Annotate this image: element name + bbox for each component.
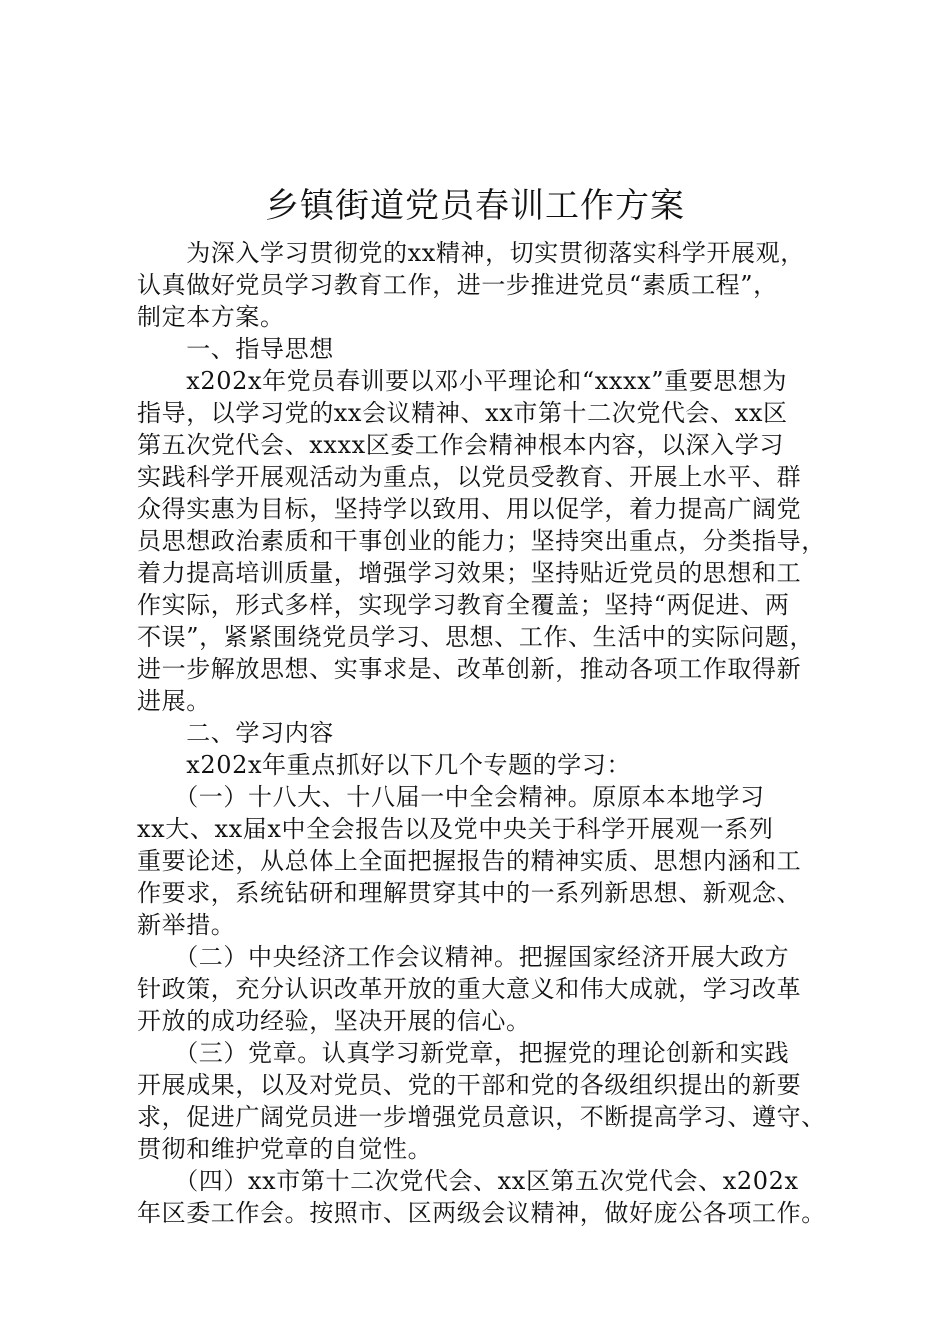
document-title: 乡镇街道党员春训工作方案 — [265, 186, 685, 226]
section-heading: 二、学习内容 — [137, 719, 334, 747]
body-line: 不误”，紧紧围绕党员学习、思想、工作、生活中的实际问题， — [137, 623, 815, 651]
body-line: 新举措。 — [137, 911, 236, 939]
body-line: 认真做好党员学习教育工作，进一步推进党员“素质工程”， — [137, 271, 778, 299]
body-line: （四）xx市第十二次党代会、xx区第五次党代会、x202x — [137, 1167, 799, 1195]
body-line: x202x年党员春训要以邓小平理论和“xxxx”重要思想为 — [137, 367, 788, 395]
body-line: 为深入学习贯彻党的xx精神，切实贯彻落实科学开展观， — [137, 239, 805, 267]
body-line: 实践科学开展观活动为重点，以党员受教育、开展上水平、群 — [137, 463, 802, 491]
body-line: 众得实惠为目标，坚持学以致用、用以促学，着力提高广阔党 — [137, 495, 802, 523]
body-line: 指导，以学习党的xx会议精神、xx市第十二次党代会、xx区 — [137, 399, 788, 427]
body-line: 制定本方案。 — [137, 303, 285, 331]
body-line: 作要求，系统钻研和理解贯穿其中的一系列新思想、新观念、 — [137, 879, 802, 907]
section-heading: 一、指导思想 — [137, 335, 334, 363]
body-line: （一）十八大、十八届一中全会精神。原原本本地学习 — [137, 783, 765, 811]
body-line: 贯彻和维护党章的自觉性。 — [137, 1135, 433, 1163]
body-line: xx大、xx届x中全会报告以及党中央关于科学开展观一系列 — [137, 815, 774, 843]
body-line: 针政策，充分认识改革开放的重大意义和伟大成就，学习改革 — [137, 975, 802, 1003]
body-line: 开放的成功经验，坚决开展的信心。 — [137, 1007, 531, 1035]
body-line: 着力提高培训质量，增强学习效果；坚持贴近党员的思想和工 — [137, 559, 802, 587]
body-line: x202x年重点抓好以下几个专题的学习： — [137, 751, 632, 779]
body-line: 作实际，形式多样，实现学习教育全覆盖；坚持“两促进、两 — [137, 591, 790, 619]
body-line: 重要论述，从总体上全面把握报告的精神实质、思想内涵和工 — [137, 847, 802, 875]
body-line: （三）党章。认真学习新党章，把握党的理论创新和实践 — [137, 1039, 790, 1067]
body-line: 年区委工作会。按照市、区两级会议精神，做好庞公各项工作。 — [137, 1199, 826, 1227]
body-line: 第五次党代会、xxxx区委工作会精神根本内容，以深入学习 — [137, 431, 784, 459]
body-line: 求，促进广阔党员进一步增强党员意识，不断提高学习、遵守、 — [137, 1103, 826, 1131]
body-line: （二）中央经济工作会议精神。把握国家经济开展大政方 — [137, 943, 790, 971]
body-line: 开展成果，以及对党员、党的干部和党的各级组织提出的新要 — [137, 1071, 802, 1099]
body-line: 进展。 — [137, 687, 211, 715]
body-line: 员思想政治素质和干事创业的能力；坚持突出重点，分类指导， — [137, 527, 826, 555]
body-line: 进一步解放思想、实事求是、改革创新，推动各项工作取得新 — [137, 655, 802, 683]
